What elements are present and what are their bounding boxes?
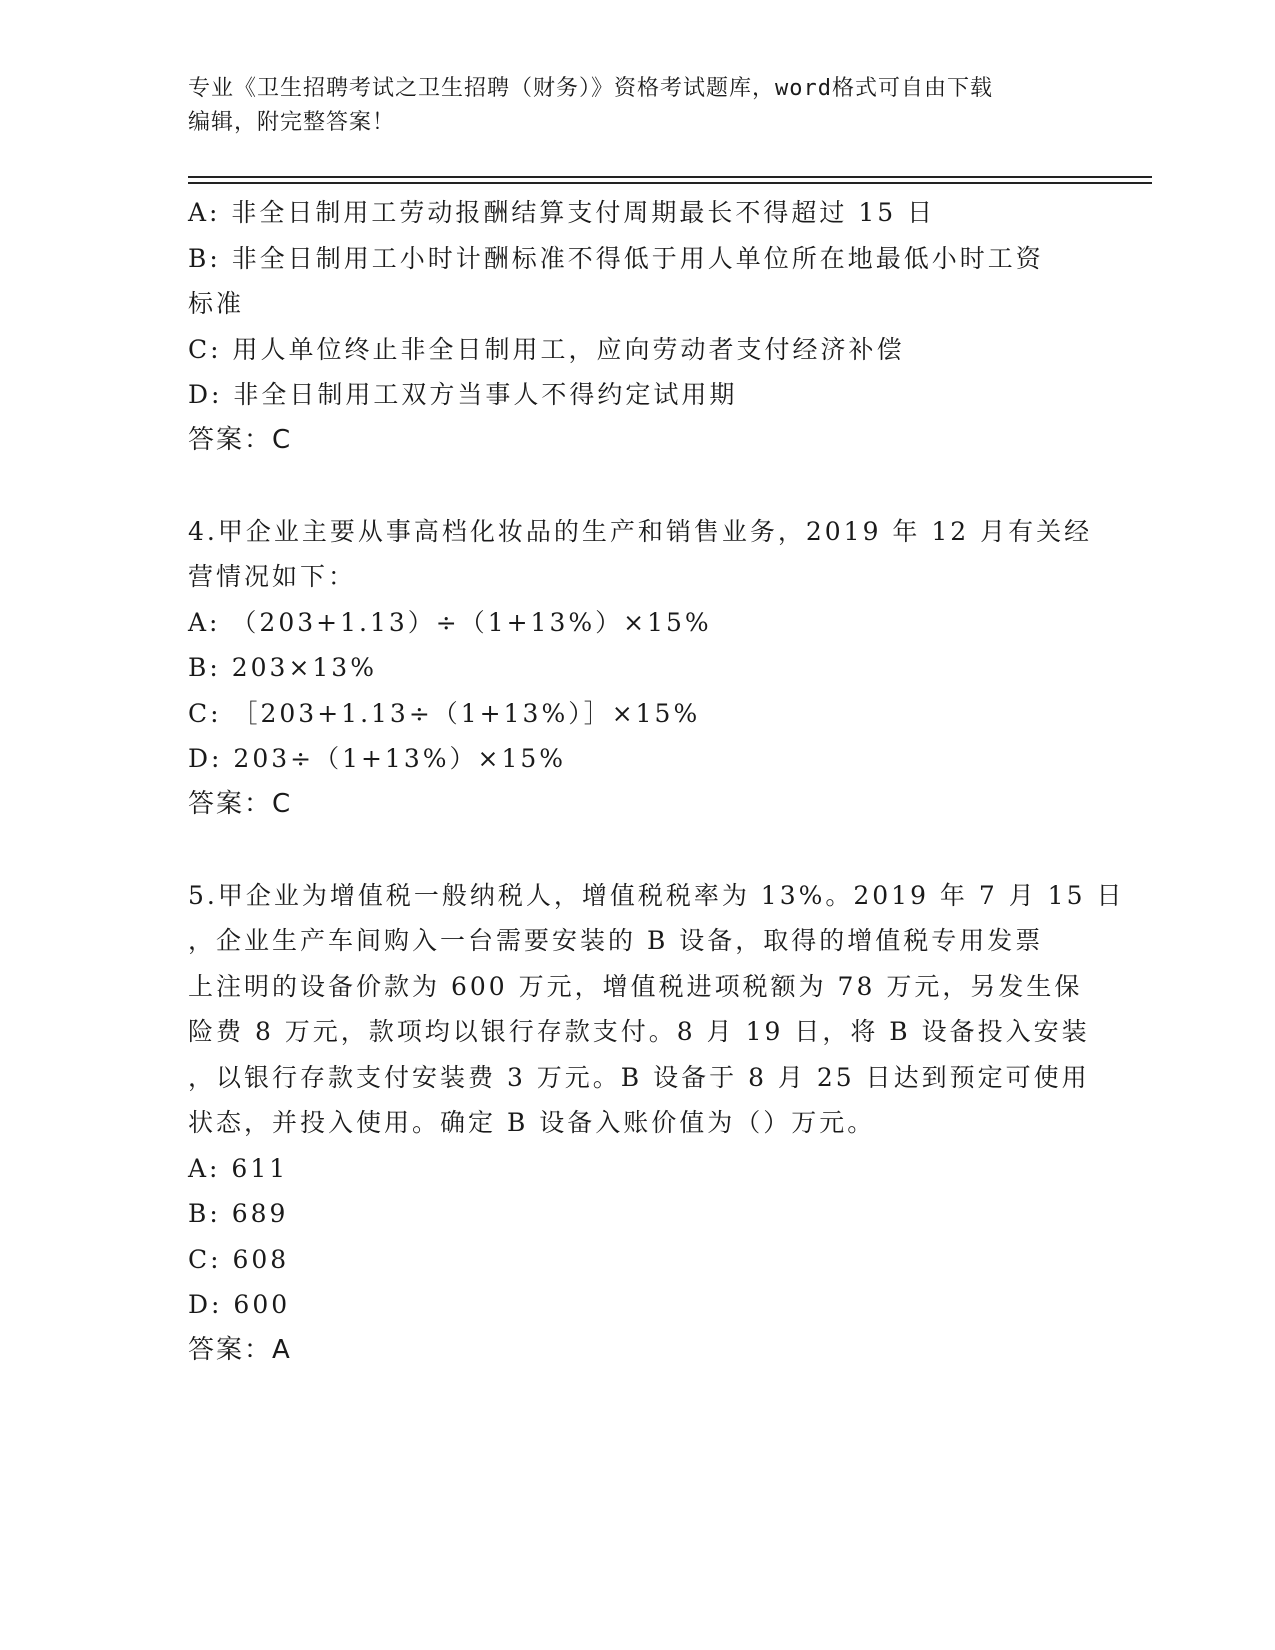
q4-option-d: D: 203÷（1+13%）×15% — [188, 744, 567, 773]
q5-option-c: C: 608 — [188, 1244, 290, 1274]
spacer — [188, 827, 1088, 873]
question-4-block — [188, 509, 1093, 828]
q4-option-c: C: ［203+1.13÷（1+13%）］×15% — [188, 698, 701, 728]
q4-stem-line-2: 营情况如下： — [188, 562, 357, 591]
q4-stem-line-1: 4.甲企业主要从事高档化妆品的生产和销售业务，2019 年 12 月有关经 — [188, 516, 1093, 546]
q5-option-a: A: 611 — [188, 1153, 289, 1183]
header-divider-bottom — [188, 182, 1152, 184]
q3-option-b-line-1: B: 非全日制用工小时计酬标准不得低于用人单位所在地最低小时工资 — [188, 243, 1044, 273]
q3-option-a: A: 非全日制用工劳动报酬结算支付周期最长不得超过 15 日 — [188, 198, 936, 227]
spacer — [188, 463, 1088, 509]
q5-stem-line-3: 上注明的设备价款为 600 万元，增值税进项税额为 78 万元，另发生保 — [188, 971, 1083, 1001]
q3-option-b-line-2: 标准 — [188, 289, 245, 318]
q4-option-b: B: 203×13% — [188, 653, 377, 682]
header-line-2: 编辑，附完整答案！ — [188, 110, 396, 135]
q3-answer: 答案：C — [188, 424, 293, 455]
q3-option-d: D: 非全日制用工双方当事人不得约定试用期 — [188, 380, 738, 409]
question-5-block — [188, 873, 1125, 1374]
q4-option-a: A: （203+1.13）÷（1+13%）×15% — [188, 607, 712, 637]
q5-option-d: D: 600 — [188, 1290, 291, 1319]
question-3-block — [188, 190, 1088, 463]
header-line-1: 专业《卫生招聘考试之卫生招聘（财务）》资格考试题库，word格式可自由下载 — [188, 76, 993, 101]
q5-stem-line-1: 5.甲企业为增值税一般纳税人，增值税税率为 13%。2019 年 7 月 15 日 — [188, 880, 1125, 910]
q4-answer: 答案：C — [188, 788, 293, 819]
q3-option-c: C: 用人单位终止非全日制用工，应向劳动者支付经济补偿 — [188, 334, 905, 364]
q5-stem-line-5: ，以银行存款支付安装费 3 万元。B 设备于 8 月 25 日达到预定可使用 — [188, 1062, 1090, 1092]
q5-stem-line-2: ，企业生产车间购入一台需要安装的 B 设备，取得的增值税专用发票 — [188, 926, 1044, 955]
document-header — [188, 72, 1068, 140]
question-content — [188, 190, 1125, 1373]
q5-answer: 答案：A — [188, 1334, 292, 1365]
q5-option-b: B: 689 — [188, 1199, 289, 1228]
q5-stem-line-4: 险费 8 万元，款项均以银行存款支付。8 月 19 日，将 B 设备投入安装 — [188, 1017, 1090, 1046]
header-divider-top — [188, 176, 1152, 178]
q5-stem-line-6: 状态，并投入使用。确定 B 设备入账价值为（）万元。 — [188, 1108, 876, 1137]
